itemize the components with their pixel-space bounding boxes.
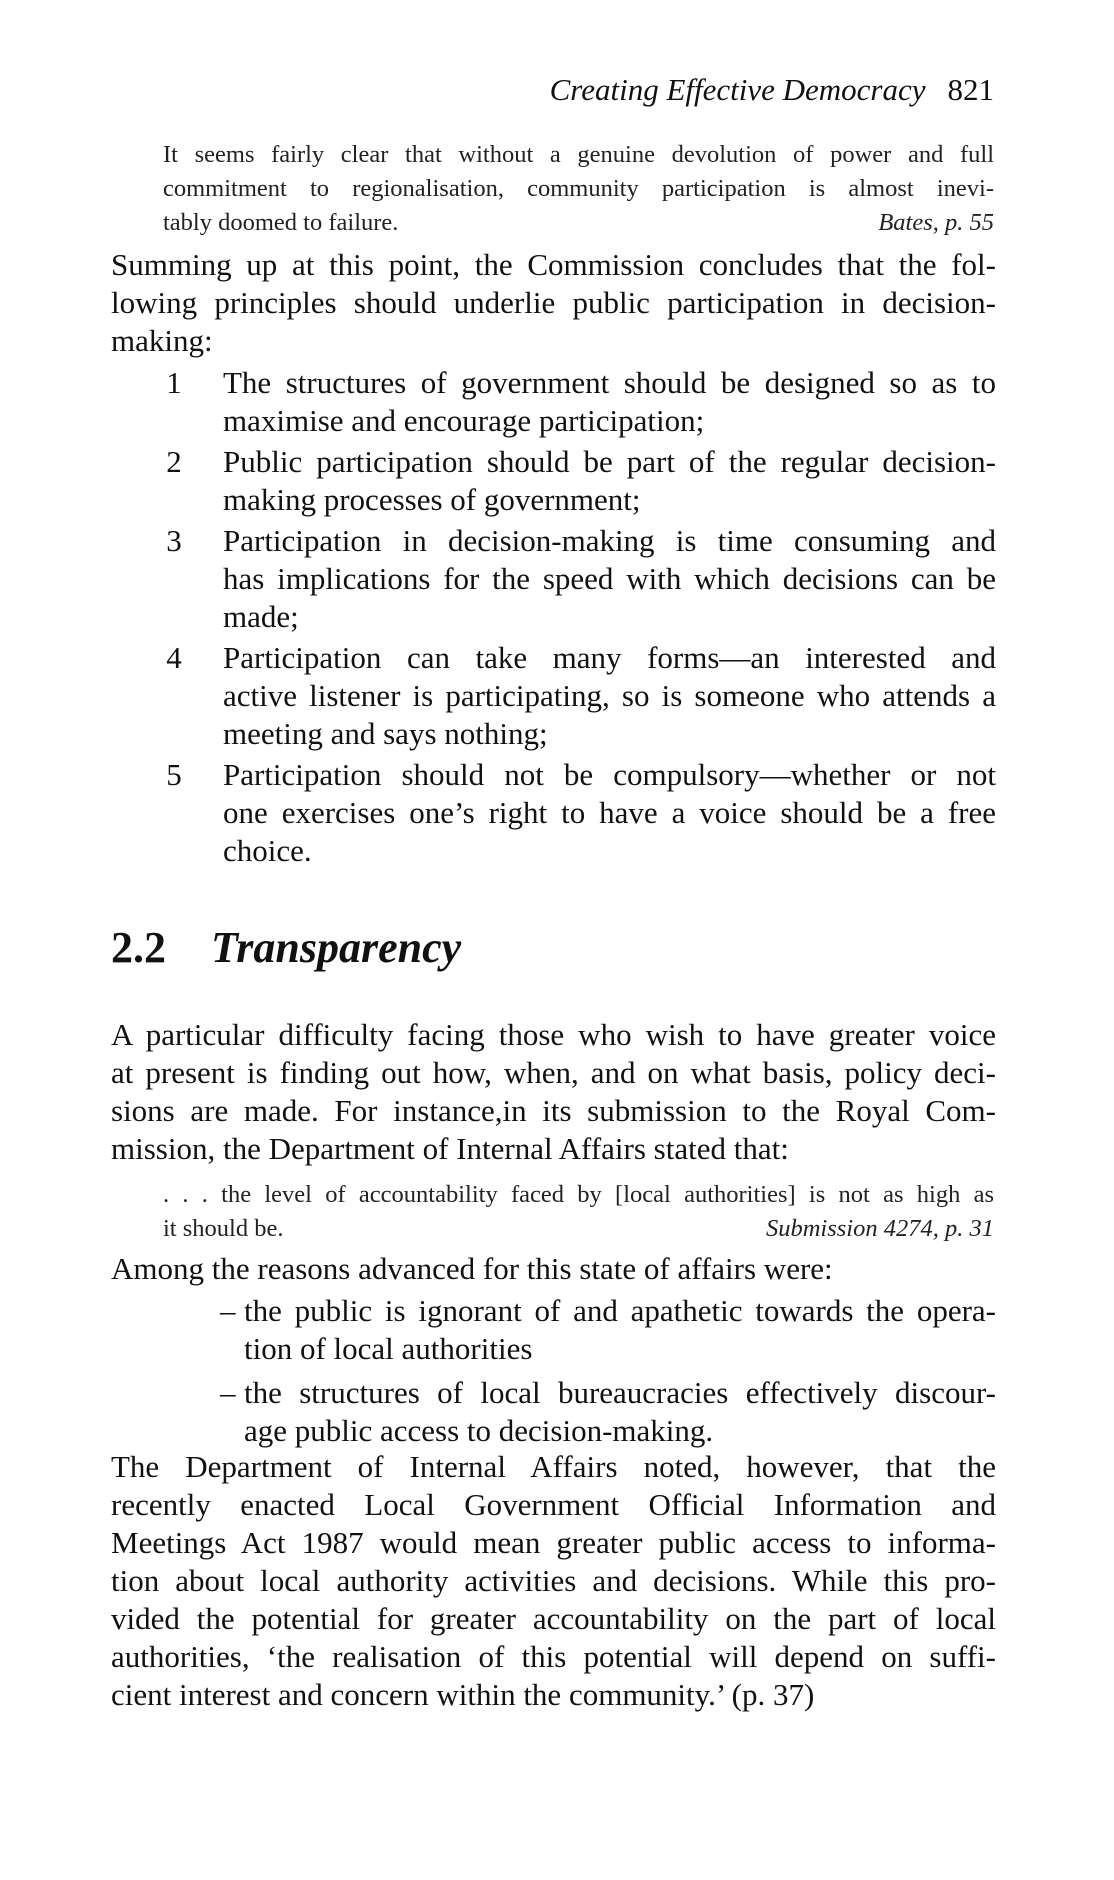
paragraph-line: tion about local authority activities and decisions. While this pro-: [111, 1563, 996, 1598]
summary-paragraph: [111, 246, 996, 360]
section-number: 2.2: [111, 923, 166, 972]
paragraph-line: The Department of Internal Affairs noted, however, that the: [111, 1449, 996, 1484]
list-item-line: the public is ignorant of and apathetic towards the opera-: [244, 1293, 996, 1328]
list-item-line: the structures of local bureaucracies effectively discour-: [244, 1375, 996, 1410]
section-heading: [111, 920, 461, 976]
closing-paragraph: [111, 1448, 996, 1714]
list-item-line: active listener is participating, so is someone who attends a: [223, 678, 996, 713]
quote-citation: Submission 4274, p. 31: [765, 1215, 994, 1242]
list-item-line: choice.: [223, 833, 312, 868]
list-item-line: making processes of government;: [223, 482, 641, 517]
list-item-line: meeting and says nothing;: [223, 716, 548, 751]
quote-last-line: [163, 1212, 994, 1246]
paragraph-line: recently enacted Local Government Official Information and: [111, 1487, 996, 1522]
transparency-paragraph: [111, 1016, 996, 1168]
list-item: [163, 443, 996, 519]
list-item-number: 2: [166, 444, 182, 479]
paragraph-line: at present is finding out how, when, and on what basis, policy deci-: [111, 1055, 996, 1090]
block-quote-bates: [163, 138, 994, 240]
section-title: Transparency: [211, 923, 462, 972]
quote-line: it should be.: [163, 1215, 284, 1242]
list-item-number: 4: [166, 640, 182, 675]
list-item: [163, 364, 996, 440]
quote-line: It seems fairly clear that without a genuine devolution of power and full: [163, 141, 994, 168]
quote-line: . . . the level of accountability faced by [local authorities] is not as high as: [163, 1181, 994, 1208]
quote-line: tably doomed to failure.: [163, 209, 399, 236]
list-item: [163, 522, 996, 636]
list-item-number: 3: [166, 523, 182, 558]
running-head-title: Creating Effective Democracy: [549, 72, 926, 107]
paragraph-line: Summing up at this point, the Commission concludes that the fol-: [111, 247, 996, 282]
quote-last-line: [163, 206, 994, 240]
paragraph-line: A particular difficulty facing those who wish to have greater voice: [111, 1017, 996, 1052]
list-item-dash: –: [220, 1293, 236, 1328]
list-item-line: one exercises one’s right to have a voice should be a free: [223, 795, 996, 830]
paragraph-line: vided the potential for greater accountability on the part of local: [111, 1601, 996, 1636]
list-item-line: Public participation should be part of the regular decision-: [223, 444, 996, 479]
list-item-line: The structures of government should be designed so as to: [223, 365, 996, 400]
paragraph-line: cient interest and concern within the community.’ (p. 37): [111, 1677, 815, 1712]
list-item-line: made;: [223, 599, 299, 634]
list-item-line: Participation should not be compulsory—whether or not: [223, 757, 996, 792]
paragraph-line: Among the reasons advanced for this state of affairs were:: [111, 1251, 833, 1286]
reasons-list: [220, 1292, 996, 1456]
list-item: [163, 756, 996, 870]
paragraph-line: mission, the Department of Internal Affairs stated that:: [111, 1131, 789, 1166]
list-item-line: tion of local authorities: [244, 1331, 533, 1366]
block-quote-submission: [163, 1178, 994, 1246]
list-item-line: Participation can take many forms—an interested and: [223, 640, 996, 675]
list-item: [220, 1292, 996, 1368]
list-item-line: has implications for the speed with which decisions can be: [223, 561, 996, 596]
principles-list: [163, 364, 996, 873]
quote-citation: Bates, p. 55: [878, 209, 994, 236]
list-item: [163, 639, 996, 753]
paragraph-line: sions are made. For instance,in its submission to the Royal Com-: [111, 1093, 996, 1128]
paragraph-line: making:: [111, 323, 213, 358]
running-head: [294, 70, 994, 110]
list-item-line: age public access to decision-making.: [244, 1413, 714, 1448]
paragraph-line: lowing principles should underlie public participation in decision-: [111, 285, 996, 320]
list-item-line: Participation in decision-making is time consuming and: [223, 523, 996, 558]
list-item-number: 1: [166, 365, 182, 400]
list-item-dash: –: [220, 1375, 236, 1410]
list-item-number: 5: [166, 757, 182, 792]
quote-line: commitment to regionalisation, community participation is almost inevi-: [163, 175, 994, 202]
list-item: [220, 1374, 996, 1450]
paragraph-line: Meetings Act 1987 would mean greater public access to informa-: [111, 1525, 996, 1560]
list-item-line: maximise and encourage participation;: [223, 403, 705, 438]
paragraph-line: authorities, ‘the realisation of this potential will depend on suffi-: [111, 1639, 996, 1674]
page-number: 821: [947, 72, 994, 107]
reasons-intro: [111, 1250, 996, 1288]
